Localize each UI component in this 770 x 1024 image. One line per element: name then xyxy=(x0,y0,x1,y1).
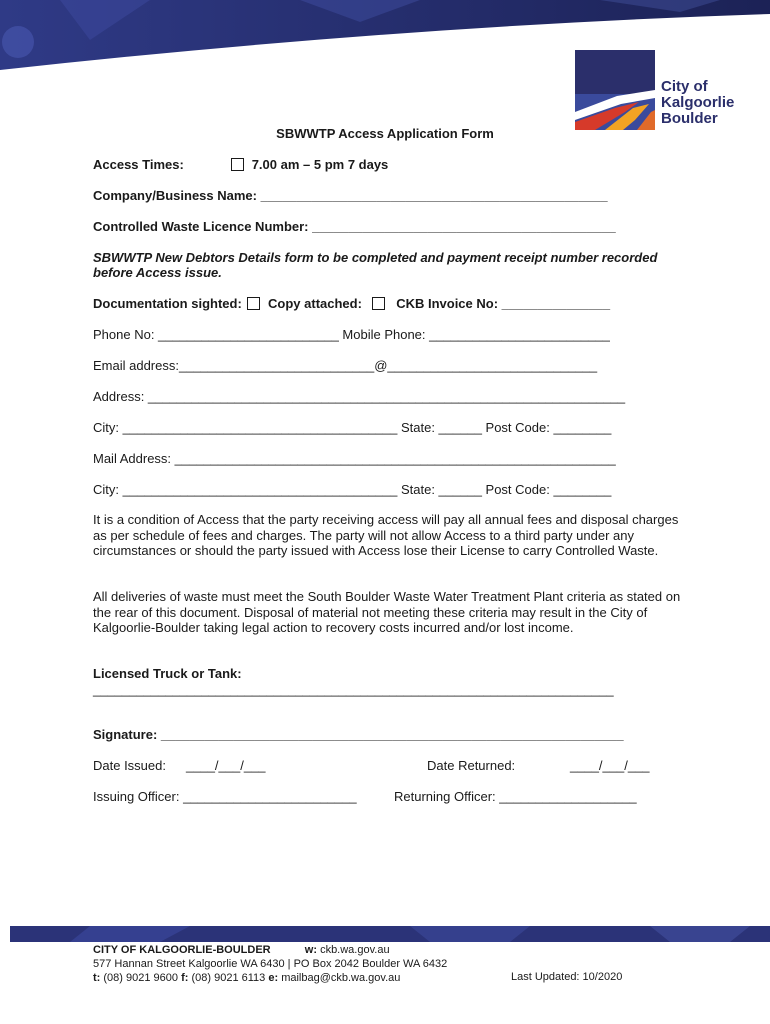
documentation-checkbox[interactable] xyxy=(247,297,260,310)
access-times-checkbox[interactable] xyxy=(231,158,244,171)
date-returned-label: Date Returned: xyxy=(427,758,516,773)
email-row[interactable]: Email address:___________________________@_____________________________ xyxy=(93,358,598,373)
city-state-postcode-row[interactable]: City: ______________________________________ State: ______ Post Code: ________ xyxy=(93,420,612,435)
date-issued-label: Date Issued: xyxy=(93,758,166,773)
footer-phone: (08) 9021 9600 xyxy=(103,972,179,984)
new-debtors-note: SBWWTP New Debtors Details form to be completed and payment receipt number recorded before Access issue. xyxy=(93,250,658,280)
footer-email-label: e: xyxy=(268,972,279,984)
access-times-label: Access Times: xyxy=(93,157,184,172)
last-updated: Last Updated: 10/2020 xyxy=(511,971,623,983)
signature-field[interactable]: Signature: ________________________________________________________________ xyxy=(93,727,624,742)
ckb-invoice-field[interactable]: CKB Invoice No: _______________ xyxy=(396,296,611,311)
company-name-field[interactable]: Company/Business Name: ________________________________________________ xyxy=(93,188,608,203)
returning-officer-field[interactable]: Returning Officer: ___________________ xyxy=(394,789,637,804)
licence-number-field[interactable]: Controlled Waste Licence Number: __________________________________________ xyxy=(93,219,616,234)
form-title: SBWWTP Access Application Form xyxy=(276,126,494,141)
documentation-row xyxy=(93,296,610,311)
mail-address-row[interactable]: Mail Address: _____________________________________________________________ xyxy=(93,451,616,466)
address-row[interactable]: Address: __________________________________________________________________ xyxy=(93,389,626,404)
deliveries-paragraph: All deliveries of waste must meet the South Boulder Waste Water Treatment Plant criteria as stated on the rear of this document. Disposal of material not meeting these criteria may result in the City of Kalgoorlie-Boulder taking legal action to recovery costs incurred and/or lost income. xyxy=(93,589,681,635)
footer-phone-label: t: xyxy=(93,972,101,984)
footer-band xyxy=(10,926,770,942)
footer-web-label: w: xyxy=(304,944,317,956)
logo-wordmark xyxy=(661,79,734,127)
date-returned-field[interactable]: ____/___/___ xyxy=(570,758,650,773)
footer-email-link[interactable]: mailbag@ckb.wa.gov.au xyxy=(281,972,401,984)
footer-fax: (08) 9021 6113 xyxy=(191,972,266,984)
issuing-officer-field[interactable]: Issuing Officer: ________________________ xyxy=(93,789,357,804)
truck-field[interactable]: ________________________________________________________________________ xyxy=(93,682,614,697)
access-times-row xyxy=(93,157,388,172)
logo-line: Kalgoorlie xyxy=(661,94,735,111)
footer-contact xyxy=(93,943,447,985)
footer-address: 577 Hannan Street Kalgoorlie WA 6430 | PO Box 2042 Boulder WA 6432 xyxy=(93,958,448,970)
truck-label: Licensed Truck or Tank: xyxy=(93,666,242,681)
condition-paragraph: It is a condition of Access that the party receiving access will pay all annual fees and disposal charges as per schedule of fees and charges. The party will not allow Access to a third party under any circumstances or should the party issued with Access lose their License to carry Controlled Waste. xyxy=(93,512,679,558)
copy-attached-label: Copy attached: xyxy=(268,296,362,311)
logo-line: Boulder xyxy=(661,110,718,127)
documentation-label: Documentation sighted: xyxy=(93,296,242,311)
mail-city-state-postcode-row[interactable]: City: ______________________________________ State: ______ Post Code: ________ xyxy=(93,482,612,497)
footer-web-link[interactable]: ckb.wa.gov.au xyxy=(320,944,390,956)
logo-line: City of xyxy=(661,78,708,95)
footer-fax-label: f: xyxy=(181,972,189,984)
footer-org-name: CITY OF KALGOORLIE-BOULDER xyxy=(93,944,271,956)
phone-row[interactable]: Phone No: _________________________ Mobile Phone: _________________________ xyxy=(93,327,610,342)
date-issued-field[interactable]: ____/___/___ xyxy=(186,758,266,773)
copy-attached-checkbox[interactable] xyxy=(372,297,385,310)
access-times-option: 7.00 am – 5 pm 7 days xyxy=(251,157,389,172)
